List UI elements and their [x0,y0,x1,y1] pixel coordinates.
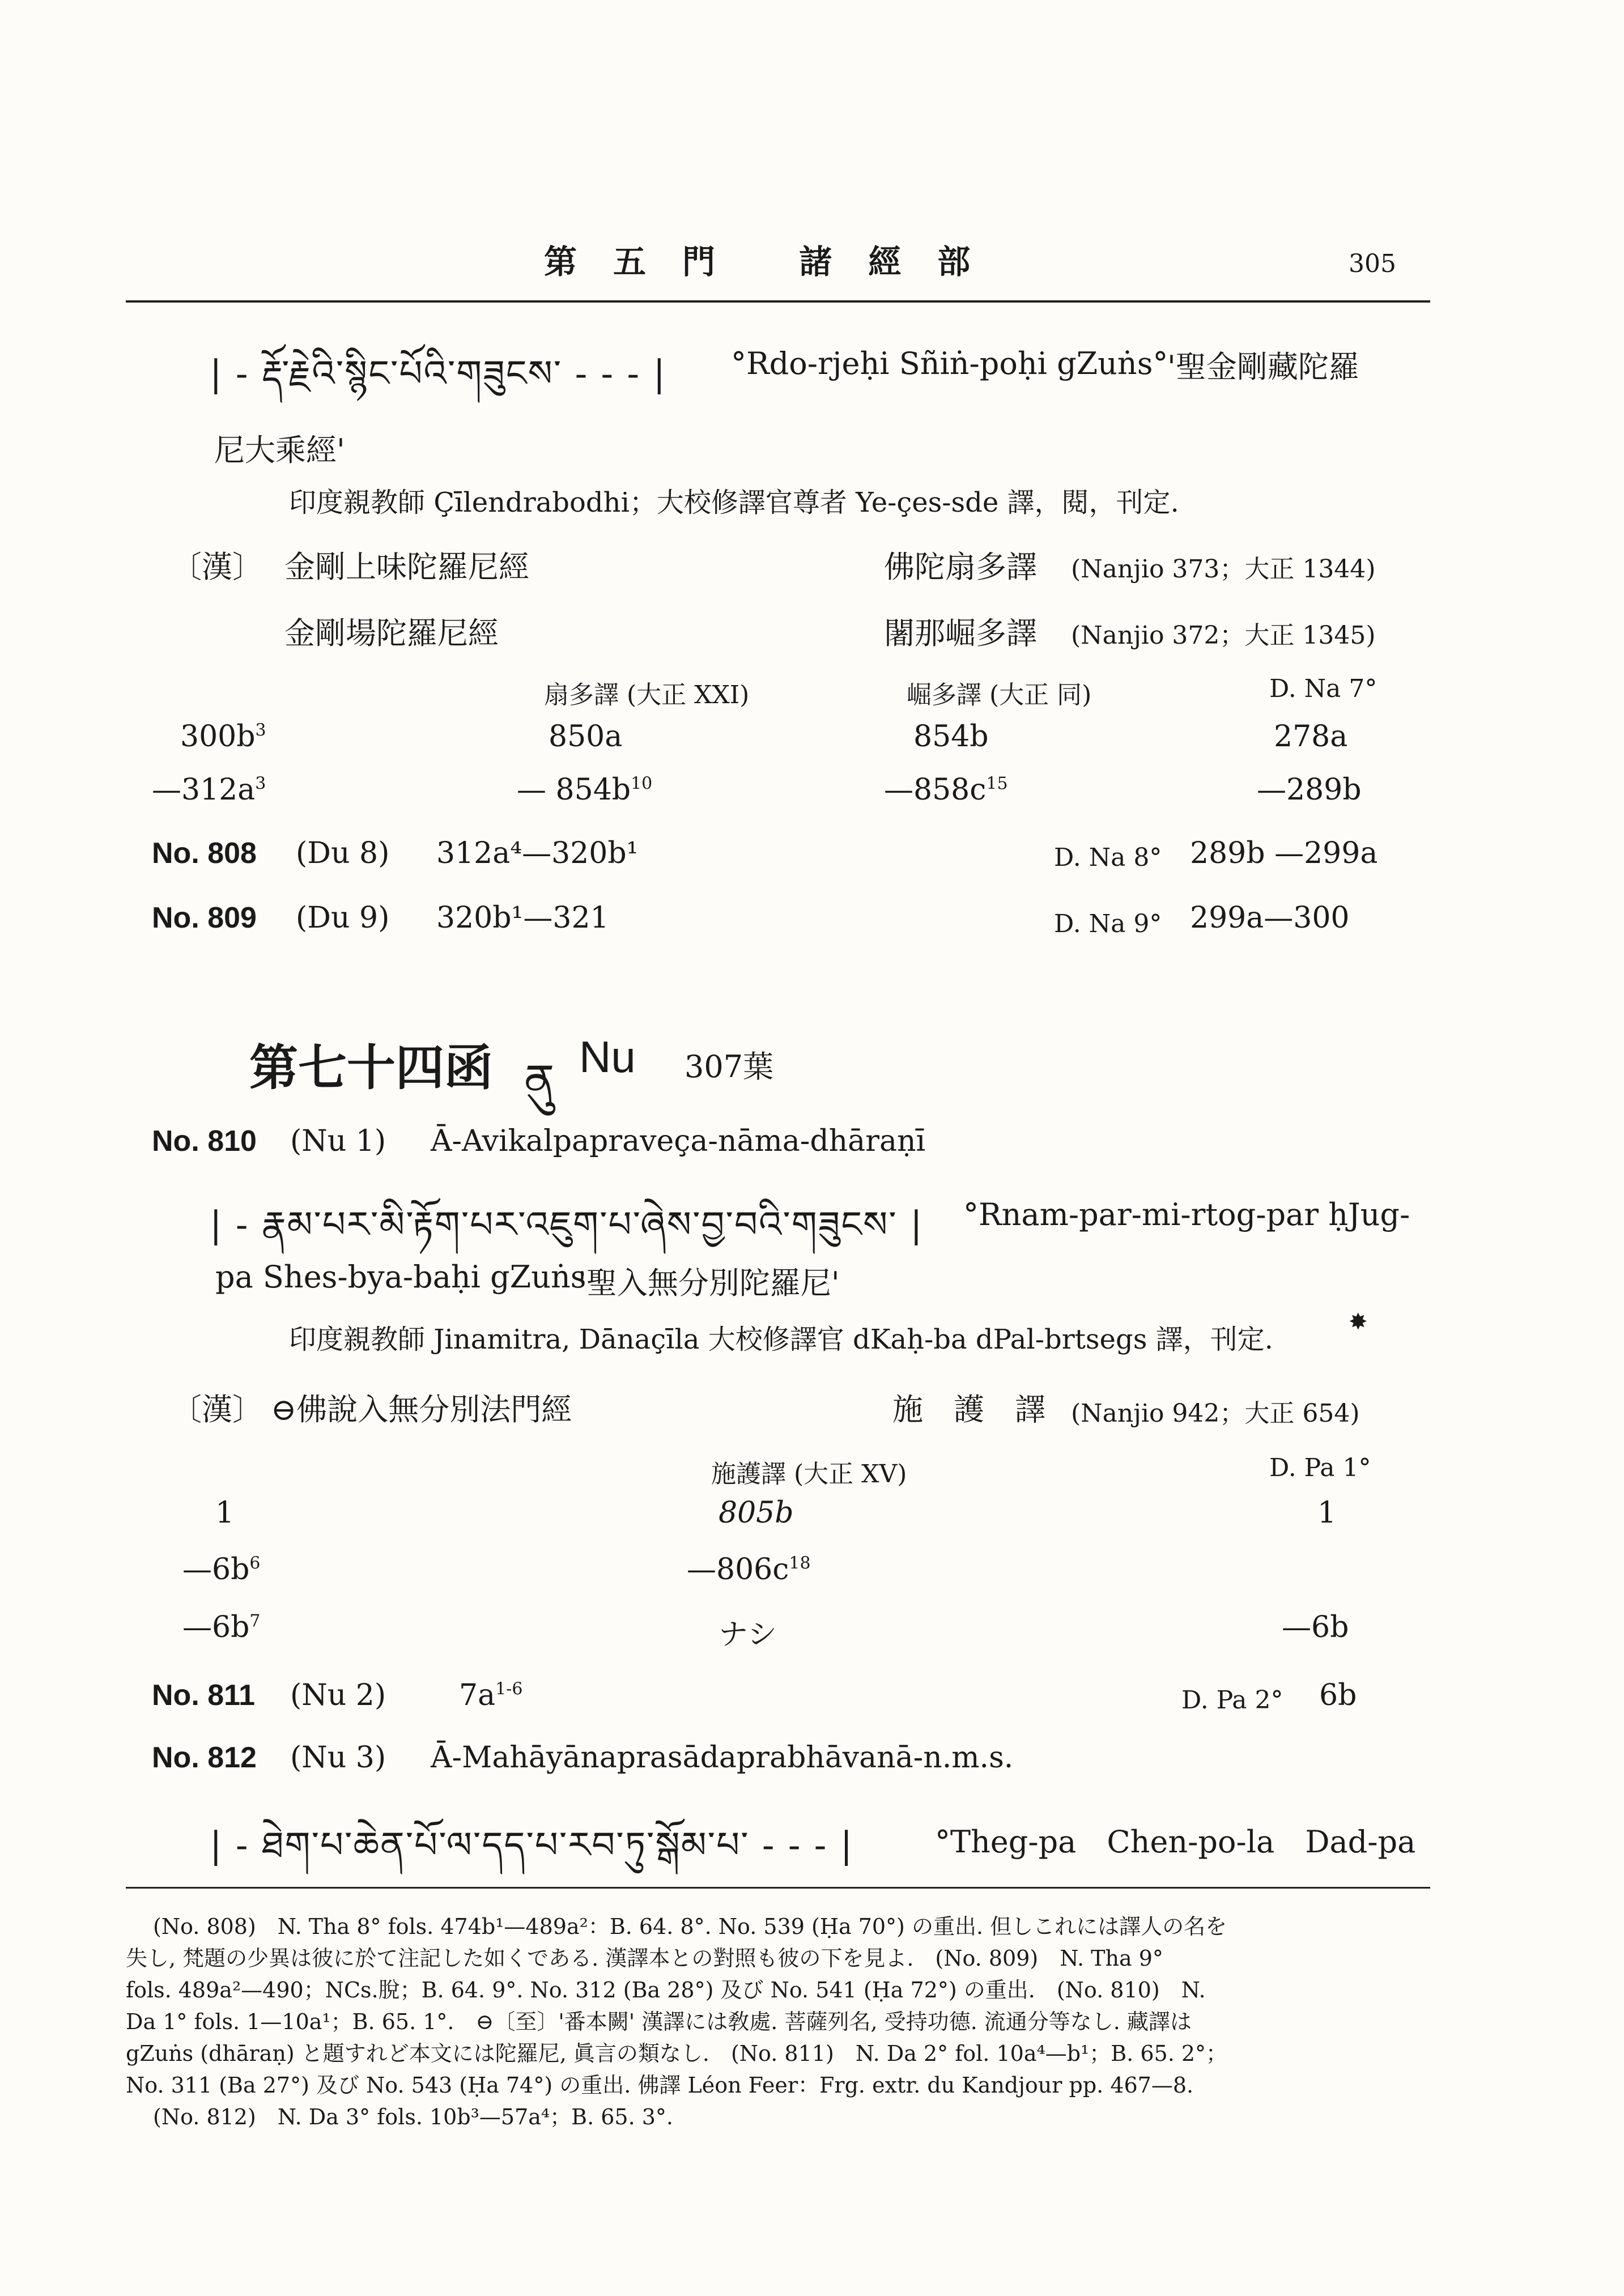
table-cell: $—806c^{18}$ [687,1553,811,1587]
col-header-3: D. Na 7° [1269,674,1378,703]
footnote-line: (No. 808) N. Tha 8° fols. 474b¹—489a²：B. 64. 8°. No. 539 (Ḥa 70°) の重出. 但しこれには譯人の名を [153,1914,1227,1939]
table-cell: $—312a^3$ [152,773,266,807]
col-header-2: 崛多譯 (大正 同) [907,681,1092,709]
table-cell: 850a [549,720,623,754]
header-rule [126,300,1430,303]
han-translator-1: 佛陀扇多譯 [884,549,1037,585]
tibetan-title: | - རྡོ་རྗེའི་སྙིང་པོའི་གཟུངས་ - - - | [210,353,667,395]
footnote-line: No. 311 (Ba 27°) 及び No. 543 (Ḥa 74°) の重出. 佛譯 Léon Feer：Frg. extr. du Kandjour pp. 467—8. [126,2073,1194,2098]
entry-number: No. 810 [152,1125,257,1158]
entry-code: (Du 8) [296,836,390,870]
japanese-title-part1: '聖金剛藏陀羅 [1167,349,1359,385]
entry-code: (Du 9) [296,901,390,935]
footnote-line: (No. 812) N. Da 3° fols. 10b³—57a⁴；B. 65. 3°. [153,2104,673,2129]
translator-note: 印度親教師 Jinamitra, Dānaçīla 大校修譯官 dKaḥ-ba dPal-brtsegs 譯，刊定. [289,1324,1273,1355]
entry-name: Ā-Mahāyānaprasādaprabhāvanā-n.m.s. [431,1741,1014,1775]
table-cell: $—6b^6$ [182,1553,261,1587]
page-number: 305 [1349,249,1396,278]
footnote-line: 失し, 梵題の少異は彼に於て注記した如くである. 漢譯本との對照も彼の下を見よ. (No. 809) N. Tha 9° [126,1946,1163,1971]
han-translator: 施 護 譯 [892,1392,1045,1427]
han-title-1: 金剛上味陀羅尼經 [284,549,529,585]
entry-code: (Nu 2) [290,1678,386,1712]
translator-note: 印度親教師 Çīlendrabodhi；大校修譯官尊者 Ye-çes-sde 譯，閱，刊定. [289,487,1179,518]
entry-code: (Nu 3) [290,1741,386,1775]
han-title-1: ⊖佛說入無分別法門經 [271,1392,572,1427]
han-ref-1: (Nanjio 373；大正 1344) [1071,555,1376,584]
entry-derge-range: 289b —299a [1190,836,1378,870]
table-cell: 805b [719,1496,794,1530]
entry-derge: D. Na 9° [1054,909,1162,938]
col-header-2: D. Pa 1° [1269,1453,1371,1482]
entry-range: 312a⁴—320b¹ [436,836,639,870]
footnote-line: gZuṅs (dhāraṇ) と題すれど本文には陀羅尼, 眞言の類なし. (No. 811) N. Da 2° fol. 10a⁴—b¹；B. 65. 2°； [126,2041,1228,2066]
table-cell: $—6b^7$ [182,1610,261,1644]
entry-derge: D. Na 8° [1054,843,1162,872]
table-cell: — $854b^{10}$ [517,773,653,807]
table-cell: 278a [1274,720,1348,754]
page-header-title: 第五門 諸經部 [544,243,1007,281]
entry-number: No. 808 [152,837,257,870]
col-header-1: 施護譯 (大正 XV) [711,1460,907,1489]
entry-code: (Nu 1) [290,1124,386,1158]
japanese-title-part2: 尼大乘經' [214,432,345,468]
entry-range: $7a^{1-6}$ [459,1678,523,1712]
han-ref: (Nanjio 942；大正 654) [1071,1399,1360,1428]
table-cell: 854b [913,720,989,754]
table-cell: $300b^3$ [180,720,266,754]
han-title-2: 金剛場陀羅尼經 [284,615,499,651]
tibetan-title: | - རྣམ་པར་མི་རྟོག་པར་འཇུག་པ་ཞེས་བྱ་བའི་གཟུངས་ | [210,1204,924,1246]
japanese-title: '聖入無分別陀羅尼' [578,1265,840,1301]
entry-range: 320b¹—321 [436,901,609,935]
footnote-rule [126,1887,1430,1889]
table-cell: ナシ [719,1618,777,1652]
section-tibetan: ནུ [524,1055,555,1107]
col-header-1: 扇多譯 (大正 XXI) [544,681,750,709]
footnote-line: Da 1° fols. 1—10a¹；B. 65. 1°. ⊖〔至〕'番本闕' 漢譯には敎處. 菩薩列名, 受持功德. 流通分等なし. 藏譯は [126,2009,1192,2034]
table-cell: —289b [1257,773,1362,807]
han-label: 〔漢〕 [171,1392,263,1427]
table-cell: 1 [215,1496,235,1530]
entry-number: No. 812 [152,1741,257,1774]
entry-number: No. 809 [152,902,257,934]
romanized-title-cont: pa Shes-bya-baḥi gZuṅs [215,1259,586,1295]
footnote-line: fols. 489a²—490；NCs.脫；B. 64. 9°. No. 312 (Ba 28°) 及び No. 541 (Ḥa 72°) の重出. (No. 810) N. [126,1978,1206,2002]
han-ref-2: (Nanjio 372；大正 1345) [1071,621,1376,650]
han-translator-2: 闍那崛多譯 [884,615,1037,651]
entry-derge: D. Pa 2° [1181,1686,1283,1715]
romanized-title: °Theg-pa Chen-po-la Dad-pa [935,1824,1416,1860]
table-cell: 1 [1317,1496,1337,1530]
table-cell: $—858c^{15}$ [884,773,1008,807]
entry-derge-range: 299a—300 [1190,901,1350,935]
tibetan-title: | - ཐེག་པ་ཆེན་པོ་ལ་དད་པ་རབ་ཏུ་སྒོམ་པ་ - - - | [210,1825,854,1866]
entry-derge-range: 6b [1319,1678,1357,1712]
table-cell: —6b [1282,1610,1349,1644]
entry-name: Ā-Avikalpapraveça-nāma-dhāraṇī [431,1124,926,1158]
section-leaves: 307葉 [685,1049,774,1085]
romanized-title: °Rnam-par-mi-rtog-par ḥJug- [963,1197,1410,1232]
han-label: 〔漢〕 [171,549,263,585]
entry-number: No. 811 [152,1679,256,1712]
section-heading: 第七十四函 [249,1039,493,1096]
section-latin: Nu [579,1032,636,1082]
star-mark: ✸ [1349,1309,1368,1335]
romanized-title: °Rdo-rjeḥi Sñiṅ-poḥi gZuṅs° [731,346,1168,381]
